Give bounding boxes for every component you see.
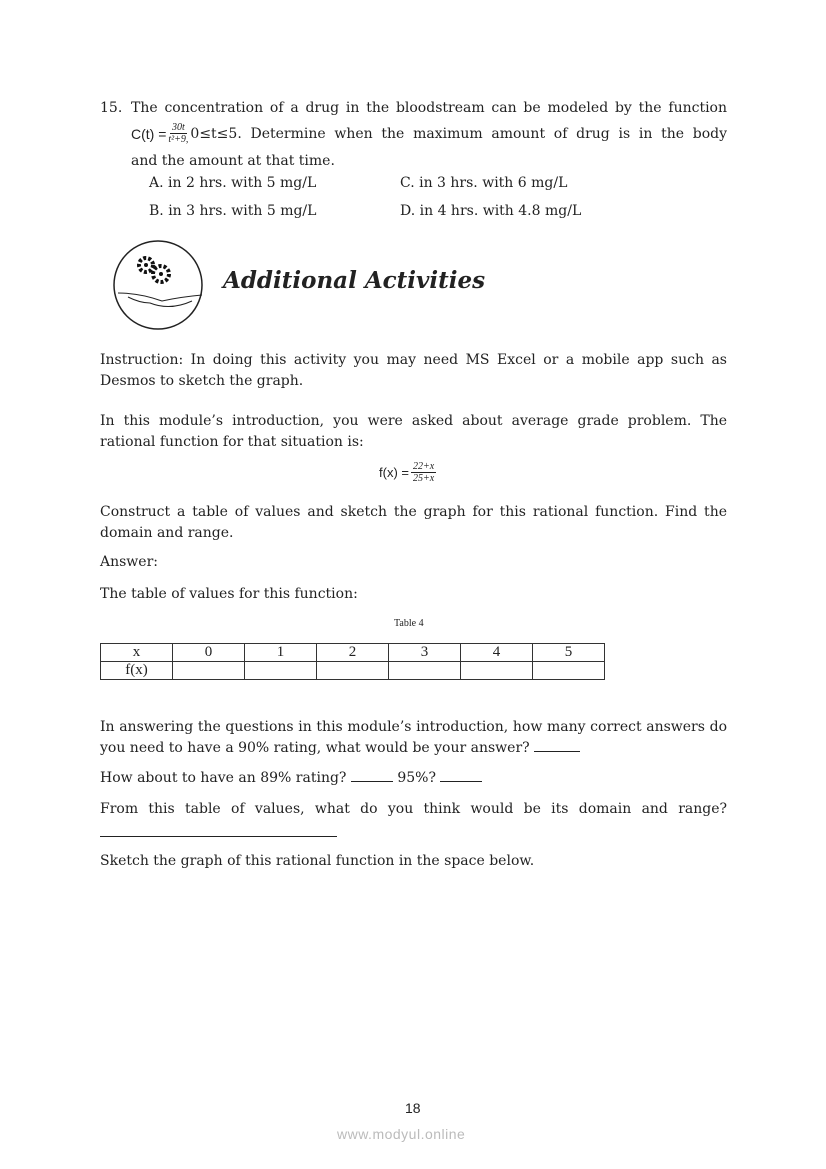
answer-blank-line[interactable] <box>100 836 337 837</box>
option-c[interactable]: C. in 3 hrs. with 6 mg/L <box>400 175 568 191</box>
question-text: How about to have an 89% rating? <box>100 770 347 786</box>
table-cell: 1 <box>245 644 317 662</box>
option-a[interactable]: A. in 2 hrs. with 5 mg/L <box>149 175 317 191</box>
values-table <box>100 643 605 680</box>
table-row-fx <box>101 662 605 680</box>
answer-blank[interactable] <box>351 769 393 782</box>
question-domain-range: From this table of values, what do you think would be its domain and range? <box>100 801 727 817</box>
sketch-instruction: Sketch the graph of this rational function in the space below. <box>100 853 535 869</box>
question-rating-90 <box>100 717 727 759</box>
table-cell-empty[interactable] <box>461 662 533 680</box>
table-cell-empty[interactable] <box>389 662 461 680</box>
option-d[interactable]: D. in 4 hrs. with 4.8 mg/L <box>400 203 582 219</box>
gears-hand-icon <box>110 239 206 331</box>
table-row-x <box>101 644 605 662</box>
question-text: 95%? <box>397 770 436 786</box>
denominator: t²+9, <box>168 134 189 145</box>
section-title: Additional Activities <box>223 267 486 294</box>
formula-lhs: f(x) = <box>379 465 409 480</box>
function-lhs: C(t) = <box>131 125 167 142</box>
table-cell: 4 <box>461 644 533 662</box>
answer-blank[interactable] <box>440 769 482 782</box>
table-intro: The table of values for this function: <box>100 586 358 602</box>
table-cell: 3 <box>389 644 461 662</box>
denominator: 25+x <box>412 473 435 484</box>
watermark: www.modyul.online <box>337 1126 466 1142</box>
intro-paragraph: In this module’s introduction, you were asked about average grade problem. The rational function for that situation is: <box>100 413 727 450</box>
table-cell-empty[interactable] <box>317 662 389 680</box>
question-text: 0≤t≤5. Determine when the maximum amount of drug is in the body <box>190 125 727 142</box>
option-b[interactable]: B. in 3 hrs. with 5 mg/L <box>149 203 317 219</box>
table-cell: f(x) <box>101 662 173 680</box>
table-cell-empty[interactable] <box>245 662 317 680</box>
instruction: Instruction: In doing this activity you may need MS Excel or a mobile app such as Desmos to sketch the graph. <box>100 352 727 389</box>
question-rating-89-95 <box>100 769 482 786</box>
page-number: 18 <box>405 1100 421 1116</box>
answer-label: Answer: <box>100 554 158 570</box>
answer-blank[interactable] <box>534 739 580 752</box>
table-cell-empty[interactable] <box>173 662 245 680</box>
formula <box>379 461 438 484</box>
table-cell-empty[interactable] <box>533 662 605 680</box>
question-line-3: and the amount at that time. <box>131 153 335 169</box>
table-caption: Table 4 <box>394 618 424 629</box>
question-text: In answering the questions in this module’s introduction, how many correct answers do you need to have a 90% rating, what would be your answer? <box>100 719 727 756</box>
question-line-1: The concentration of a drug in the bloodstream can be modeled by the function <box>131 100 727 116</box>
numerator: 30t <box>172 122 185 133</box>
numerator: 22+x <box>412 461 435 472</box>
table-cell: 2 <box>317 644 389 662</box>
question-line-2 <box>131 122 727 145</box>
question-number: 15. <box>100 100 123 116</box>
table-cell: 0 <box>173 644 245 662</box>
fraction <box>168 122 188 145</box>
formula-fraction <box>411 461 436 484</box>
construct-paragraph: Construct a table of values and sketch the graph for this rational function. Find the domain and range. <box>100 504 727 541</box>
table-cell: 5 <box>533 644 605 662</box>
table-cell: x <box>101 644 173 662</box>
